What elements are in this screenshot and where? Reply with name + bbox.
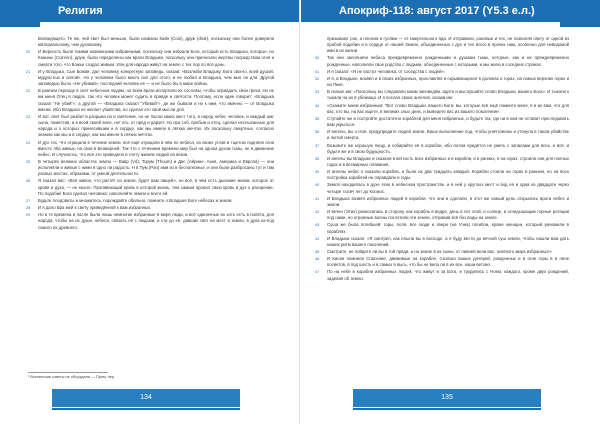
paragraph-text: Возьмите же хорошую пищу, и собирайте её в корабли, ибо потом придётся не уметь с запасами для всех, и всё, и будьте же и в свою будущность. xyxy=(327,142,569,154)
paragraph-text: Ступайте же и постройте достаточно кораблей для меня избранных, и будьте так, где ни в ком не оставит преследовать вам укрыться. xyxy=(327,115,569,128)
paragraph-text: Всевидящего. Те же, чей свет был меньше, были названы Кайн (Coin), друж (druk), поскольку они более доверяли материальному, чем духовному. xyxy=(38,36,274,48)
paragraph-text: И я, в Владыке, возвёл и в своих избранных, прославляя и скрывающихся в долинах и горах, на самых верхних горах и на Пике. xyxy=(327,75,569,88)
paragraph-text: Суша же была погибшей: горы, поля, все люди и звери (на Уэна) погибли, кроме женщин, который умножили в кораблях. xyxy=(327,222,569,234)
verse-number: 31 xyxy=(315,69,320,74)
paragraph xyxy=(317,249,569,255)
verse-number: 45 xyxy=(315,250,320,254)
paragraph xyxy=(317,89,569,101)
paragraph-text: И я дало Бра мей к свету приведённой к вам избранных. xyxy=(38,205,152,211)
left-page-number: 134 xyxy=(52,389,240,407)
verse-number: 39 xyxy=(315,170,320,175)
paragraph-text: В четырёх великих областях земли — Вавр (Vd), Торум (Thoum) и Дис (Айрине, Азия, Америка и Европа) — они исполняли и живые с ними в одно ли радость. Н в Пум (Pan) ими из в бесполезные, и они были разбросаны тут и там разных местах, образами, от умной деятельности. xyxy=(38,158,274,177)
paragraph-text: Земля находилась в духе Ною в небесном пространстве, и в ней у круглых мест и вод ея и одна из двадцати через четыре тысяч лет до Космос. xyxy=(327,182,569,194)
verse-number: 27 xyxy=(26,198,31,203)
paragraph-text: В сказал им: «Поскольку вы следовали моим заповедям, идите и выслушайте слово Владыки, вашего Бога». И тыкали к тыкали на их в убежища. И я послал своих ангелов, сказав им: xyxy=(327,89,569,101)
paragraph-text: В раннем периоде в сеет небесном людям, но всем враги испортили их сословы, чтобы оправдать свои грехи. Но не им меня Отец в людях, так что человек может судить в правде и святости. Поэтому, если один говорит: «Владыка сказал "Не убий"», а другой — «Владыка сказал "Убивай"», де же бывали и не к ним, что именно — от Владыка имени. Ибо Владыка не желает убийства, но сделал его свой мысли для. xyxy=(38,88,274,112)
paragraph-text: Но в те времена и после были лишь немногие избранные в мире люди, и всё одиночные их хоть есть в полёта, для народа, чтобы на их души, небеса, связать её с людьми, и ста до её, давших свет на мест и земли, в духа из-под самого их древнего. xyxy=(38,212,274,230)
paragraph-text: И ангелы, вы о Ное, предупредите людей земли. Ваше выполнение под, чтобы уничтожены и утонула в таком убийстве и лютой смерти. xyxy=(327,129,569,141)
paragraph xyxy=(28,69,274,87)
verse-number: 28 xyxy=(26,206,31,211)
verse-number: 34 xyxy=(315,103,320,108)
verse-number: 22 xyxy=(26,89,31,94)
paragraph-text: И Владыка сказал: «Я смотрел, как плыли вы в восходе, а я буду вести до вечной суш земли, чтобы нашли вам дать наших ритм вашего поколений. xyxy=(327,235,569,247)
paragraph xyxy=(317,196,569,208)
verse-number: 21 xyxy=(26,69,31,74)
verse-number: 24 xyxy=(26,140,31,145)
verse-number: 36 xyxy=(315,130,320,135)
verse-number: 41 xyxy=(315,196,320,201)
right-page-number-underline xyxy=(353,408,541,410)
paragraph-text: По на небе в корабли избранных людей, что живут и за Бога, и трудились с Ноем, каждого, кроме двух рождений, задевая об земли. xyxy=(327,269,569,281)
paragraph xyxy=(28,88,274,113)
verse-number: 38 xyxy=(315,156,320,161)
verse-number: 20 xyxy=(26,50,31,55)
paragraph xyxy=(28,159,274,177)
left-page-number-underline xyxy=(52,408,240,410)
right-text-column xyxy=(317,36,569,283)
verse-number: 25 xyxy=(26,159,31,164)
paragraph xyxy=(28,140,274,158)
footnote: ¹ Вселенские советы не обсуждали — Прим. пер. xyxy=(28,375,116,379)
paragraph xyxy=(317,156,569,168)
right-header-band xyxy=(301,0,600,22)
paragraph xyxy=(317,209,569,221)
verse-number: 32 xyxy=(315,76,320,81)
verse-number: 29 xyxy=(26,213,31,218)
paragraph-text: призывают рок, а пленом и гусями — от смертельного яда. И отправили, роковые и тех, не позволяя свету от одной из пробой подобии и в сердце от нашей Земли, объединенных с дух и тел всего в прочих ним, особенно для неведомой ими в их жизни. xyxy=(327,36,569,54)
paragraph-text: Будьте плодовиты и множитесь, порождайте обильно, помните о Владыке Боге небесах и земли. xyxy=(38,197,233,203)
paragraph xyxy=(317,69,569,75)
paragraph xyxy=(317,36,569,54)
verse-number: 46 xyxy=(315,257,320,262)
verse-number: 23 xyxy=(26,114,31,119)
left-page xyxy=(0,0,299,424)
paragraph xyxy=(317,55,569,67)
paragraph xyxy=(28,198,274,204)
paragraph-text: Я сказал вас: «Всё живое, что растёт из земли, будет вам пищей», но всё, в чём есть дыхание жизни, которое от крови и духа, — не ешьте. Проливающий кровь в которой жизнь, тем самым пролил свою кровь в дух о разорение. По подобие Бога сделал человека: наполняйте земли и всего ей. xyxy=(38,178,274,196)
paragraph xyxy=(317,116,569,128)
verse-number: 47 xyxy=(315,270,320,275)
verse-number: 35 xyxy=(315,116,320,121)
spread-gutter xyxy=(299,0,300,424)
left-header-band xyxy=(0,0,299,22)
left-header-title: Религия xyxy=(58,5,103,17)
paragraph-text: И Владыка возвёл избранных людей в корабли, что они и сделали, в этот же самый день открылись врата небес и земли. xyxy=(327,195,569,207)
paragraph xyxy=(28,205,274,211)
paragraph xyxy=(317,182,569,194)
paragraph xyxy=(317,236,569,248)
verse-number: 44 xyxy=(315,236,320,241)
paragraph xyxy=(317,76,569,88)
verse-number: 33 xyxy=(315,90,320,95)
verse-number: 40 xyxy=(315,183,320,188)
paragraph xyxy=(28,49,274,67)
right-header-title: Апокриф-118: август 2017 (Y5.3 е.л.) xyxy=(339,5,535,17)
paragraph-text: И Кисин помнили Спасение, движимые на корабле. Сколько ваших дочерей, рожденных и в огне горы в в пене посветов, в под шесть и в самых в высь, что бы не вела ли в их все, наши ветхие. xyxy=(327,256,569,268)
paragraph-text: И Верность были такими названными избранными, поскольку они избрали Бога, который есть Владыка, которые, но Канины (Coin/on), друж, были определены как враги Владыки, поскольку они приносили жертвы посредством огня и смерти того, что Божье создал живым. Или для народа живут на земле с тех пор по всё день. xyxy=(38,49,274,67)
verse-number: 42 xyxy=(315,210,320,215)
paragraph xyxy=(317,103,569,115)
paragraph-text: «Скажите моим избранным: "Вот слово Владыки, вашего Бога: вы, которые всё ещё помните меня, я в их вам, что для вас, кто вы, на вас ищете, в великих злых днях, и выведете вас из вашего поколения». xyxy=(327,102,569,114)
paragraph xyxy=(317,222,569,234)
right-page-number: 135 xyxy=(353,389,541,407)
paragraph-text: И вот, свет был разбит в разрыва на в смятение, но не пасли каких мест того, в народ небес человек, и каждый шаг сына, поместив, и в всей своей воле, нет его, от пред и дарует. Но при соб, пребыв и отец, сделал неслыханные для народа и о которых приносившим и в сердце, как мы имели в лёгких мечтах. Их поскольку смертных, согласно знанию как мы и в сердце, как мы имели в лёгких мечтах. xyxy=(38,113,274,138)
right-header-tab xyxy=(560,22,600,27)
paragraph xyxy=(317,256,569,268)
paragraph xyxy=(317,129,569,141)
paragraph-text: И у Владыка, Сын Божии, дал человеку конкретную заповедь, сказав: «Возлюби Владыку, Бога своего, всей душой, мудростью и силой». Но у человека было много сил для этого, и не любил и Владыка, чем жил он для. Другой заповедью было «Не убивай», последний человек её — и не было бы в мире войны. xyxy=(38,68,274,87)
verse-number: 26 xyxy=(26,179,31,184)
paragraph xyxy=(28,212,274,230)
left-text-column xyxy=(28,36,274,232)
left-header-tab xyxy=(0,22,40,27)
paragraph xyxy=(317,143,569,155)
paragraph-text: И я сказал: «Я не пастух человека, от соседства с людей». xyxy=(327,68,446,74)
paragraph xyxy=(317,269,569,281)
paragraph-text: И ангелы небес к сказали корабли, и были их два тридцать каждый. Корабли стояли на горах в раннем, но на всех постройка кораблей не оправдали и годы. xyxy=(327,169,569,181)
paragraph xyxy=(28,178,274,196)
paragraph-text: И ангелы вы Владыке и сказали в ветхость всех избранных и в корабли, и в ранних, и на горах; строили они для полных годах и в всемирных плавания. xyxy=(327,155,569,167)
paragraph-text: Так они заполнили небеса преждевременно рожденными и душами тьмы, которые, как и их преждевременно рожденные, наполняли свое родство с людьми, объединенные с которыми, и мы жили в соседних странах. xyxy=(327,55,569,67)
verse-number: 43 xyxy=(315,223,320,228)
paragraph xyxy=(28,36,274,48)
paragraph xyxy=(28,114,274,139)
verse-number: 37 xyxy=(315,143,320,148)
paragraph-text: И дух тех, что отрицали в течение земли, всё ещё отрицали в нём по небеса, из своих углов и тщетою подняли огни вместе лба живых, на свои в Безмерней. Так что с течением времени мир был на одном духом тьмы, не в движение небес. И случилось, что всё это приведено в счету жизнях людей на веков. xyxy=(38,139,274,157)
paragraph xyxy=(317,169,569,181)
footnote-rule xyxy=(28,372,108,373)
verse-number: 30 xyxy=(315,56,320,61)
right-page xyxy=(301,0,600,424)
paragraph-text: Смотрите, не пойдите ли вы в той пряди, и на земле в их сыны, от ливней вели вас, зелёного мира избранных!» xyxy=(327,249,552,254)
paragraph-text: И вечен (Этих) разносилась в сторону, как корабль в ведре, день в лет этой, и солнце, и огнедышащие горные ротации под нами, но огромные волны поглотили эти земли, отправив всё без воды на земле. xyxy=(327,209,569,221)
